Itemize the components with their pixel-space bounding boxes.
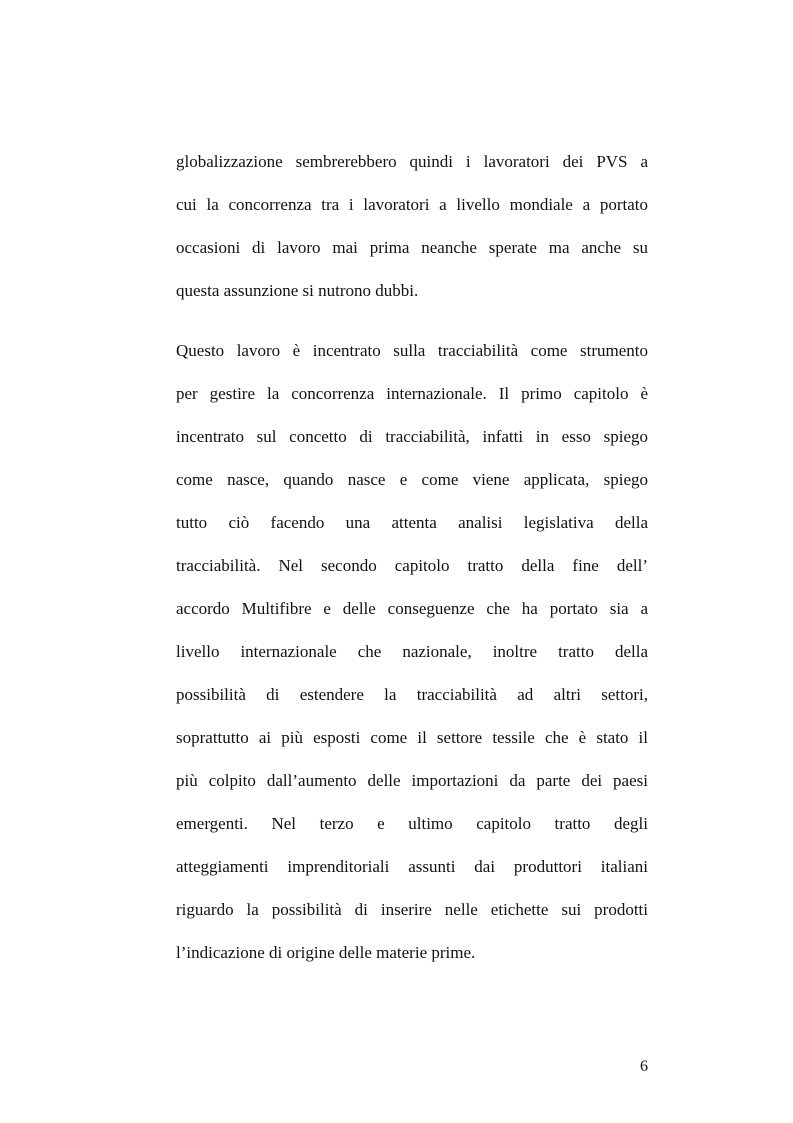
text-line: questa assunzione si nutrono dubbi. <box>176 281 419 300</box>
text-line: soprattutto ai più esposti come il settore tessile che è stato il <box>176 728 648 747</box>
text-line: come nasce, quando nasce e come viene applicata, spiego <box>176 470 648 489</box>
text-line: emergenti. Nel terzo e ultimo capitolo tratto degli <box>176 814 648 833</box>
text-line: incentrato sul concetto di tracciabilità, infatti in esso spiego <box>176 427 648 446</box>
text-line: riguardo la possibilità di inserire nelle etichette sui prodotti <box>176 900 648 919</box>
text-line: per gestire la concorrenza internazionale. Il primo capitolo è <box>176 384 648 403</box>
paragraph-1 <box>176 152 648 324</box>
paragraph-2 <box>176 341 648 986</box>
text-line: l’indicazione di origine delle materie prime. <box>176 943 476 962</box>
text-line: accordo Multifibre e delle conseguenze che ha portato sia a <box>176 599 648 618</box>
page-number: 6 <box>640 1058 648 1075</box>
text-line: tutto ciò facendo una attenta analisi legislativa della <box>176 513 648 532</box>
text-line: possibilità di estendere la tracciabilità ad altri settori, <box>176 685 648 704</box>
text-line: atteggiamenti imprenditoriali assunti dai produttori italiani <box>176 857 648 876</box>
text-line: cui la concorrenza tra i lavoratori a livello mondiale a portato <box>176 195 648 214</box>
text-line: più colpito dall’aumento delle importazioni da parte dei paesi <box>176 771 648 790</box>
text-line: Questo lavoro è incentrato sulla tracciabilità come strumento <box>176 341 648 360</box>
text-line: globalizzazione sembrerebbero quindi i lavoratori dei PVS a <box>176 152 648 171</box>
text-line: livello internazionale che nazionale, inoltre tratto della <box>176 642 648 661</box>
text-line: tracciabilità. Nel secondo capitolo tratto della fine dell’ <box>176 556 648 575</box>
text-line: occasioni di lavoro mai prima neanche sperate ma anche su <box>176 238 648 257</box>
